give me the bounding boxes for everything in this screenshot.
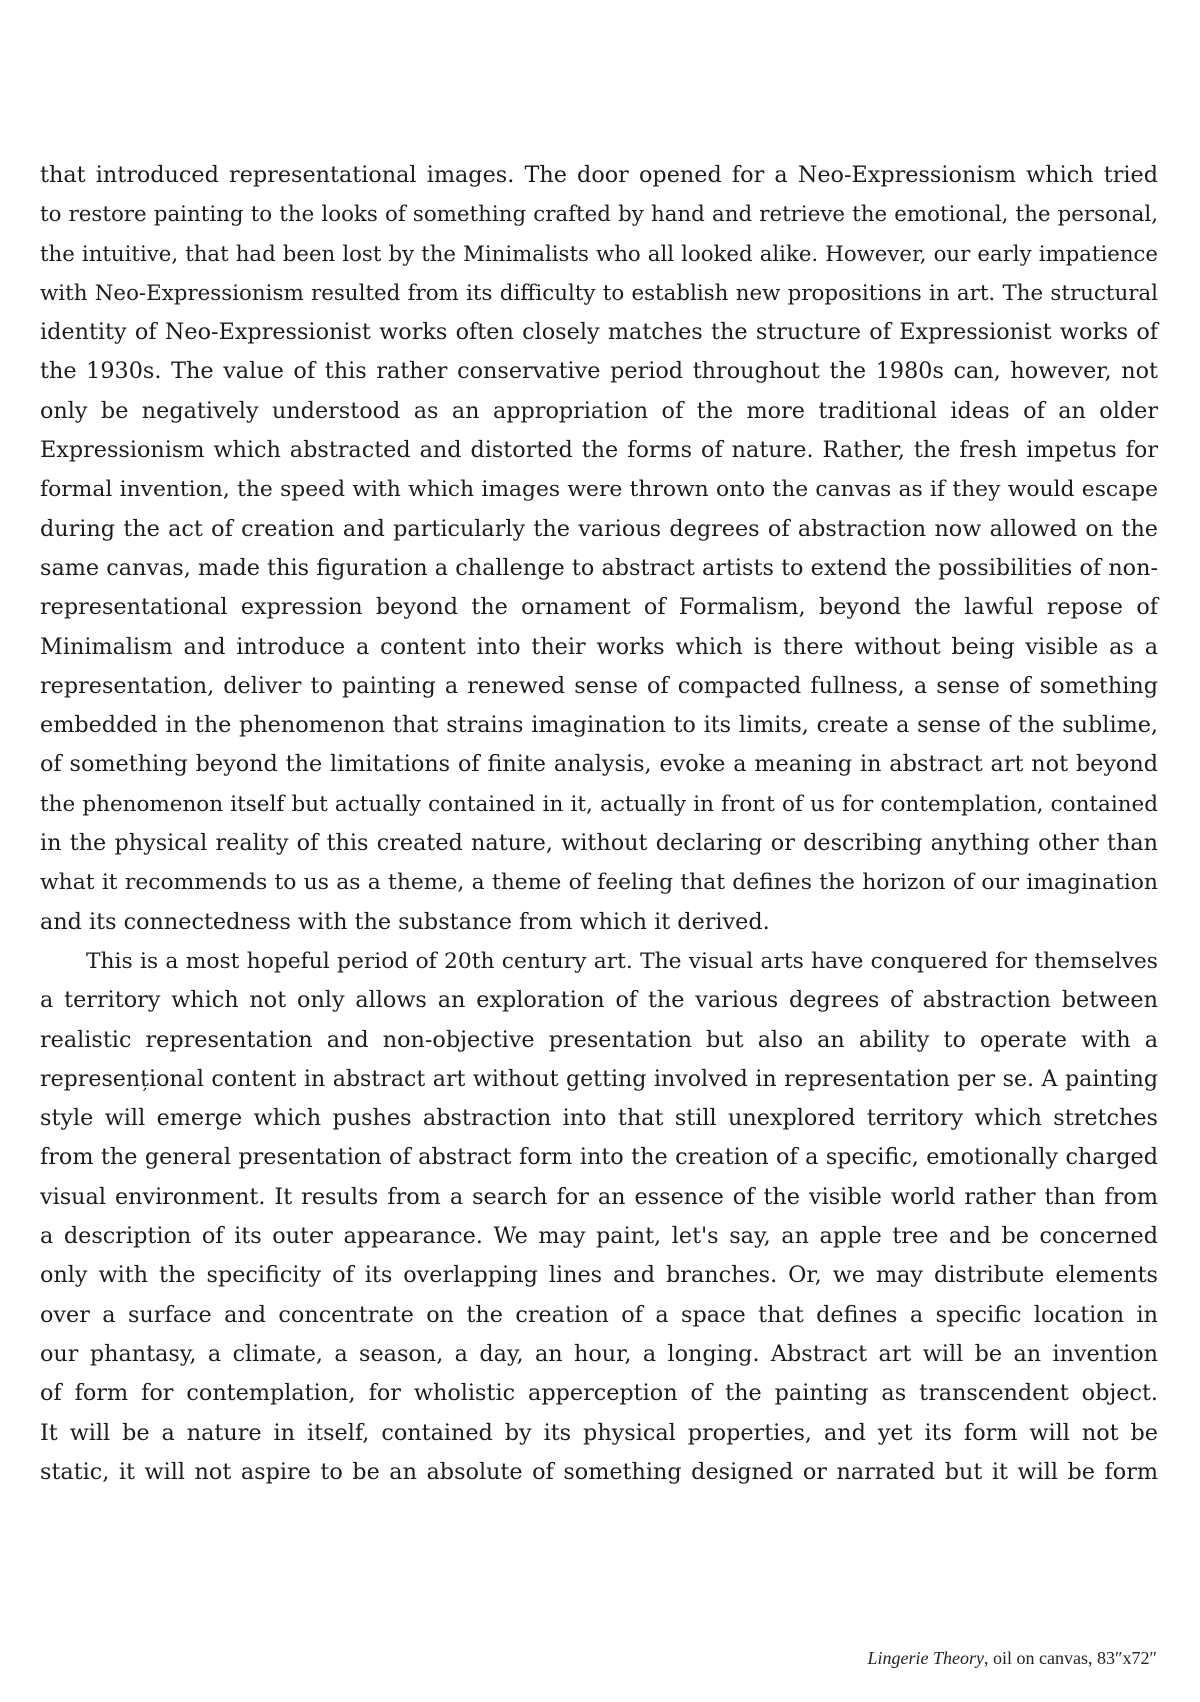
text-line: only be negatively understood as an appropriation of the more traditional ideas of an older	[40, 397, 1158, 424]
artwork-details: , oil on canvas, 83″x72″	[984, 1648, 1157, 1668]
text-line: of form for contemplation, for wholistic apperception of the painting as transcendent object.	[40, 1380, 1158, 1407]
text-line: that introduced representational images. The door opened for a Neo-Expressionism which tried	[40, 162, 1158, 188]
body-text	[40, 156, 1158, 1492]
text-line: represențional content in abstract art without getting involved in representation per se. A painting	[40, 1065, 1158, 1092]
text-line: a territory which not only allows an exploration of the various degrees of abstraction between	[40, 987, 1158, 1014]
text-line: Minimalism and introduce a content into their works which is there without being visible as a	[40, 633, 1158, 660]
text-line: formal invention, the speed with which images were thrown onto the canvas as if they would escape	[40, 477, 1158, 503]
text-line: identity of Neo-Expressionist works often closely matches the structure of Expressionist works of	[40, 319, 1158, 346]
text-line: representation, deliver to painting a renewed sense of compacted fullness, a sense of something	[40, 672, 1158, 699]
text-line: and its connectedness with the substance from which it derived.	[40, 908, 770, 935]
text-line: the intuitive, that had been lost by the Minimalists who all looked alike. However, our early impatience	[40, 241, 1158, 267]
text-line: the phenomenon itself but actually contained in it, actually in front of us for contemplation, contained	[40, 791, 1158, 817]
text-line: from the general presentation of abstract form into the creation of a specific, emotionally charged	[40, 1144, 1158, 1171]
text-line: in the physical reality of this created nature, without declaring or describing anything other than	[40, 830, 1158, 857]
text-line: This is a most hopeful period of 20th century art. The visual arts have conquered for themselves	[86, 948, 1158, 974]
text-line: during the act of creation and particularly the various degrees of abstraction now allowed on the	[40, 515, 1158, 542]
text-line: what it recommends to us as a theme, a theme of feeling that defines the horizon of our imagination	[40, 870, 1158, 896]
artwork-title: Lingerie Theory	[867, 1648, 985, 1668]
text-line: representational expression beyond the ornament of Formalism, beyond the lawful repose of	[40, 594, 1158, 621]
text-line: Expressionism which abstracted and distorted the forms of nature. Rather, the fresh impetus for	[40, 437, 1158, 464]
text-line: It will be a nature in itself, contained by its physical properties, and yet its form will not be	[40, 1419, 1158, 1446]
text-line: a description of its outer appearance. We may paint, let's say, an apple tree and be concerned	[40, 1223, 1158, 1250]
figure-caption	[868, 1648, 1157, 1669]
text-line: embedded in the phenomenon that strains imagination to its limits, create a sense of the sublime,	[40, 712, 1158, 739]
text-line: of something beyond the limitations of finite analysis, evoke a meaning in abstract art not beyond	[40, 751, 1158, 778]
text-line: over a surface and concentrate on the creation of a space that defines a specific location in	[40, 1301, 1158, 1328]
text-line: only with the specificity of its overlapping lines and branches. Or, we may distribute elements	[40, 1262, 1158, 1289]
text-line: the 1930s. The value of this rather conservative period throughout the 1980s can, however, not	[40, 358, 1158, 385]
text-line: static, it will not aspire to be an absolute of something designed or narrated but it will be form	[40, 1458, 1158, 1485]
text-line: our phantasy, a climate, a season, a day, an hour, a longing. Abstract art will be an invention	[40, 1340, 1158, 1367]
text-line: style will emerge which pushes abstraction into that still unexplored territory which stretches	[40, 1105, 1158, 1132]
text-line: realistic representation and non-objective presentation but also an ability to operate with a	[40, 1026, 1158, 1053]
paragraph-2	[40, 942, 1158, 1492]
text-line: same canvas, made this figuration a challenge to abstract artists to extend the possibilities of non-	[40, 554, 1158, 581]
text-line: to restore painting to the looks of something crafted by hand and retrieve the emotional, the personal,	[40, 202, 1158, 228]
text-line: with Neo-Expressionism resulted from its difficulty to establish new propositions in art. The structural	[40, 280, 1158, 306]
text-line: visual environment. It results from a search for an essence of the visible world rather than from	[40, 1183, 1158, 1210]
paragraph-1	[40, 156, 1158, 942]
